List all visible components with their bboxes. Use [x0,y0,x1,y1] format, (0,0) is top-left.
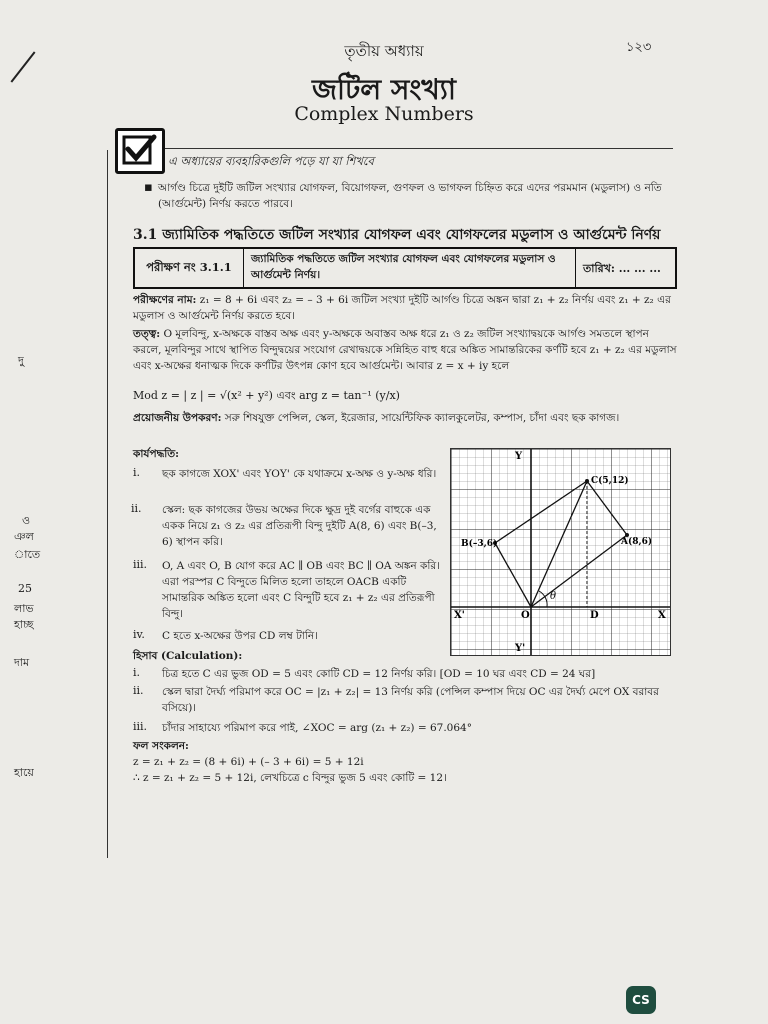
modulus-formula: Mod z = | z | = √(x² + y²) এবং arg z = tan⁻¹ (y/x) [133,389,400,402]
page-title-bn: জটিল সংখ্যা [311,73,457,106]
experiment-name-para [133,292,678,324]
label-y: Y [515,451,523,462]
calc-step: স্কেল দ্বারা দৈর্ঘ্য পরিমাপ করে OC = |z₁ + z₂| = 13 নির্ণয় করি (পেন্সিল কম্পাস দিয়ে OC এর দৈর্ঘ্য মেপে OX বরাবর বসিয়ে)। [162,686,659,714]
materials-label: প্রয়োজনীয় উপকরণ: [133,412,222,424]
margin-rule [107,150,108,858]
label-point-a: A(8,6) [621,537,653,547]
theory-label: তত্ত্ব: [133,328,161,340]
label-x: X [658,610,666,621]
theory-para [133,326,678,374]
experiment-name-text: z₁ = 8 + 6i এবং z₂ = – 3 + 6i জটিল সংখ্যা দুইটি আর্গণ্ড চিত্রে অঙ্কন দ্বারা z₁ + z₂ নির্ণয় এবং z₁ + z₂ এর মডুলাস ও আর্গুমেন্ট নির্ণয় করতে হবে। [133,294,671,322]
label-point-d: D [590,610,599,621]
margin-note: াতে [14,548,41,561]
chapter-label: তৃতীয় অধ্যায় [344,42,424,60]
point-c-dot [585,479,589,483]
table-divider [575,249,576,287]
argand-diagram-svg [451,449,670,655]
margin-note: দাম [14,656,30,669]
experiment-number: পরীক্ষণ নং 3.1.1 [135,249,244,287]
label-x-prime: X' [454,610,465,621]
procedure-step: O, A এবং O, B যোগ করে AC ∥ OB এবং BC ∥ OA অঙ্কন করি। এরা পরস্পর C বিন্দুতে মিলিত হলো তাহলে OACB একটি সামান্তরিক অঙ্কিত হলো এবং C বিন্দুটি হবে z₁ + z₂ এর প্রতিরূপী বিন্দু। [162,560,440,620]
calc-step: চাঁদার সাহায্যে পরিমাপ করে পাই, ∠XOC = arg (z₁ + z₂) = 67.064° [162,722,472,734]
page-title-en: Complex Numbers [294,103,474,125]
experiment-name-cell: জ্যামিতিক পদ্ধতিতে জটিল সংখ্যার যোগফল এবং যোগফলের মডুলাস ও আর্গুমেন্ট নির্ণয়। [251,253,556,281]
result-line: z = z₁ + z₂ = (8 + 6i) + (– 3 + 6i) = 5 + 12i [133,756,364,768]
graph-grid [451,449,670,655]
experiment-table [133,247,677,289]
margin-note: হাচ্ছ [14,618,34,631]
step-number: iv. [133,628,145,641]
calc-number: i. [133,666,141,679]
label-theta: θ [550,591,557,602]
objectives-heading: এ অধ্যায়ের ব্যবহারিকগুলি পড়ে যা যা শিখবে [168,154,374,168]
margin-note: লাভ [14,602,34,615]
result-label: ফল সংকলন: [133,740,189,752]
bullet-icon: ▪ [144,180,153,195]
step-number: iii. [133,558,148,571]
label-point-b: B(–3,6) [461,539,498,549]
calc-number: iii. [133,720,148,733]
margin-note: ও [22,514,31,527]
theory-text: O মূলবিন্দু, x-অক্ষকে বাস্তব অক্ষ এবং y-অক্ষকে অবাস্তব অক্ষ ধরে z₁ ও z₂ জটিল সংখ্যাদ্বয়কে আর্গণ্ড সমতলে স্থাপন করলে, মূলবিন্দুর সাথে স্থাপিত বিন্দুদ্বয়ের সংযোগ রেখাদ্বয়কে সন্নিহিত বাহু ধরে অঙ্কিত সামান্তরিকের কর্ণটি হবে z₁ + z₂ এর মডুলাস এবং x-অক্ষের ধনাত্মক দিকে কর্ণটির উৎপন্ন কোণ হবে আর্গুমেন্ট। আবার z = x + iy হলে [133,328,677,372]
calculation-label: হিসাব (Calculation): [133,650,243,662]
section-title: 3.1 জ্যামিতিক পদ্ধতিতে জটিল সংখ্যার যোগফল এবং যোগফলের মডুলাস ও আর্গুমেন্ট নির্ণয় [133,227,661,243]
margin-note: ঞল [14,530,34,543]
label-y-prime: Y' [515,643,526,654]
objectives-text: আর্গণ্ড চিত্রে দুইটি জটিল সংখ্যার যোগফল, বিয়োগফল, গুণফল ও ভাগফল চিহ্নিত করে এদের পরমমান (মডুলাস) ও নতি (আর্গুমেন্ট) নির্ণয় করতে পারবে। [158,182,662,210]
procedure-step: স্কেল: ছক কাগজের উভয় অক্ষের দিকে ক্ষুদ্র দুই বর্গের বাহুকে এক একক নিয়ে z₁ ও z₂ এর প্রতিরূপী বিন্দু দুইটি A(8, 6) এবং B(–3, 6) স্থাপন করি। [162,504,437,548]
label-origin: O [521,610,530,621]
result-line: ∴ z = z₁ + z₂ = 5 + 12i, লেখচিত্রে c বিন্দুর ভুজ 5 এবং কোটি = 12। [133,772,447,784]
experiment-name-label: পরীক্ষণের নাম: [133,294,197,306]
calc-step: চিত্র হতে C এর ভুজ OD = 5 এবং কোটি CD = 12 নির্ণয় করি। [OD = 10 ঘর এবং CD = 24 ঘর] [162,668,596,680]
calc-number: ii. [133,684,144,697]
procedure-label: কার্যপদ্ধতি: [133,448,180,460]
page-number: ১২৩ [626,40,652,55]
step-number: i. [133,466,141,479]
materials-para [133,410,678,426]
procedure-step: C হতে x-অক্ষের উপর CD লম্ব টানি। [162,630,318,642]
materials-text: সরু শিষযুক্ত পেন্সিল, স্কেল, ইরেজার, সায়েন্টিফিক ক্যালকুলেটর, কম্পাস, চাঁদা এবং ছক কাগজ। [224,412,620,424]
date-label: তারিখ: ... ... ... [583,262,661,275]
objectives-rule [165,148,673,149]
margin-note: 25 [18,582,32,595]
camscanner-logo: CS [626,986,656,1014]
margin-note: দু [18,354,24,367]
step-number: ii. [131,502,142,515]
label-point-c: C(5,12) [591,476,629,486]
argand-diagram [450,448,671,656]
margin-note: হায়ে [14,766,34,779]
procedure-step: ছক কাগজে XOX' এবং YOY' কে যথাক্রমে x-অক্ষ ও y-অক্ষ ধরি। [162,468,437,480]
checklist-icon [115,128,165,174]
